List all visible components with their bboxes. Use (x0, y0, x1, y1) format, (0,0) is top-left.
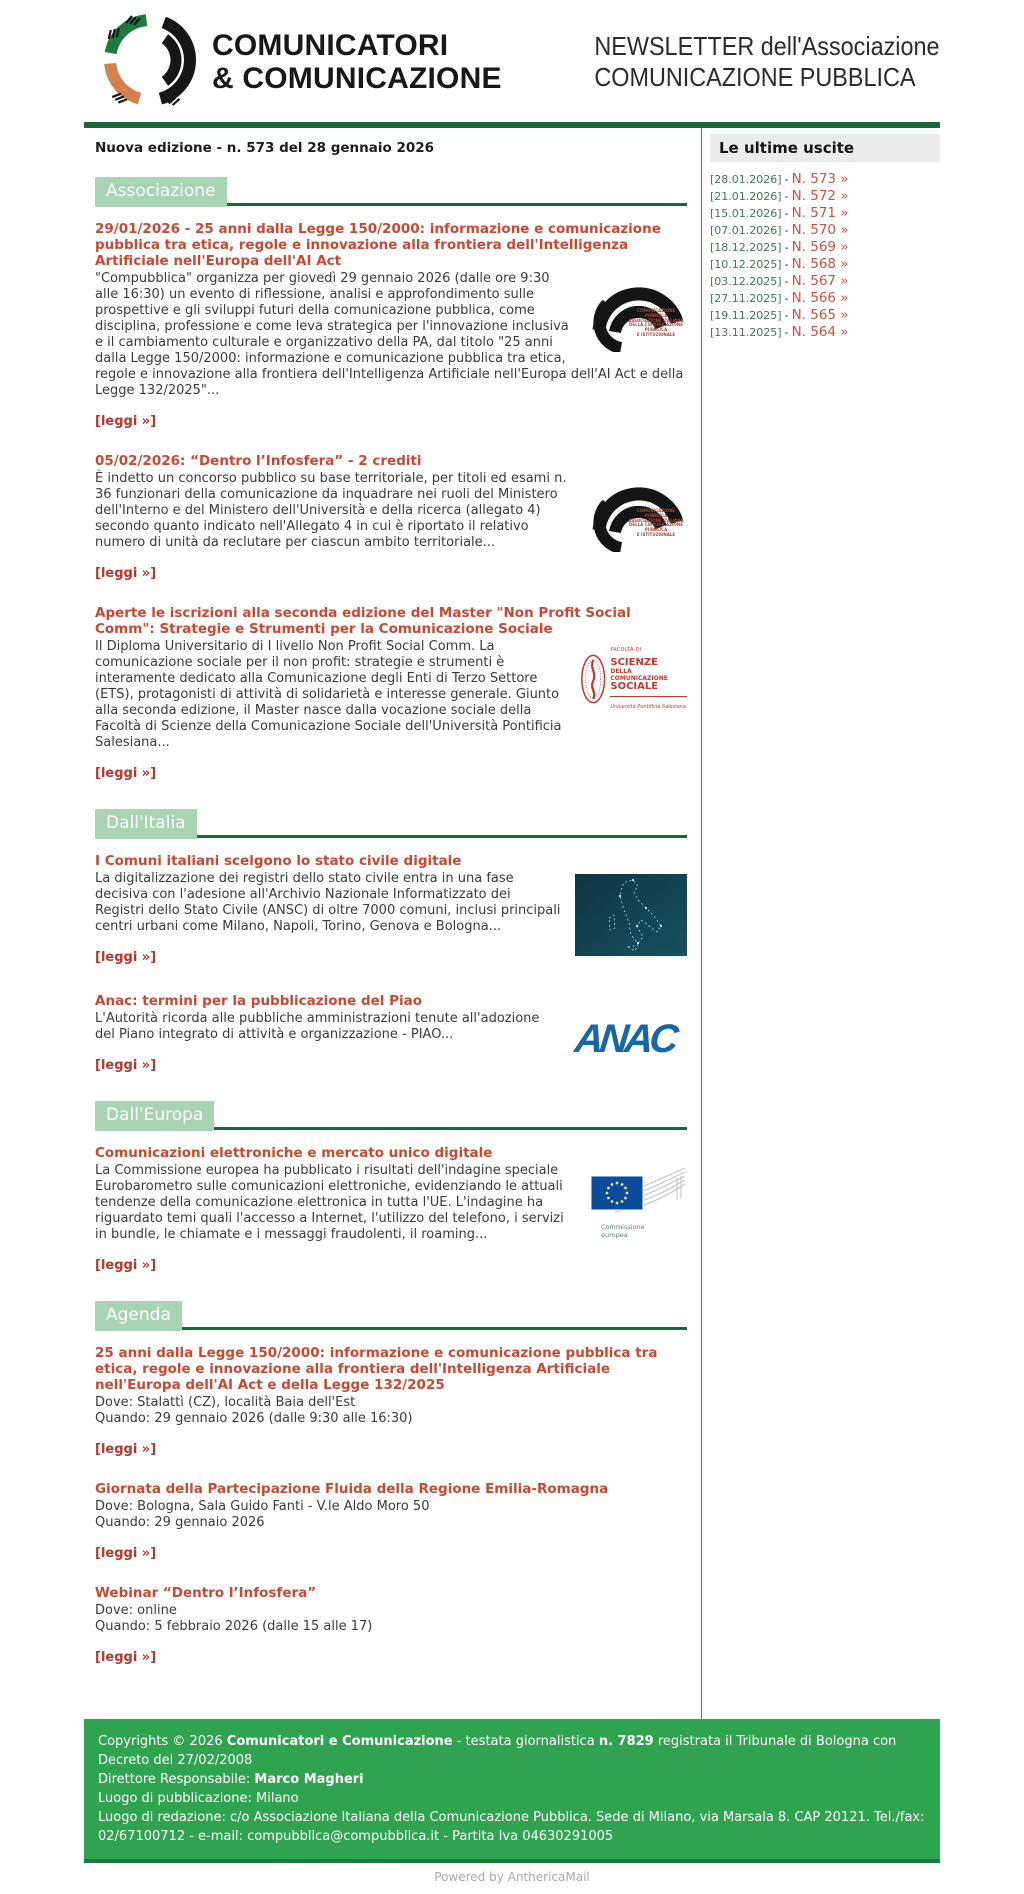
issue-list-item (710, 273, 940, 290)
eu-caption-line: europea (601, 1230, 628, 1239)
section-header (95, 173, 687, 206)
event-location: Dove: Bologna, Sala Guido Fanti - V.le Aldo Moro 50 (95, 1499, 430, 1514)
article (95, 605, 687, 781)
separator: - (784, 224, 789, 237)
leggi-link[interactable]: [leggi »] (95, 1058, 157, 1073)
footer-registration-number: n. 7829 (598, 1734, 654, 1749)
footer-director-line (98, 1770, 926, 1789)
event-datetime: Quando: 5 febbraio 2026 (dalle 15 alle 17) (95, 1619, 373, 1634)
article-body: Il Diploma Universitario di I livello Non Profit Social Comm. La comunicazione sociale per il non profit: strategie e strumenti è interamente dedicato alla Comunicazione degli Enti di Terzo Settore (ETS), protagonisti di attività di solidarietà e interesse generale. Giunto alla seconda edizione, il Master nasce dalla vocazione sociale della Facoltà di Scienze della Comunicazione Sociale dell'Università Pontificia Salesiana... (95, 639, 562, 750)
fsc-line: SOCIALE (610, 681, 659, 692)
separator: - (784, 207, 789, 220)
issue-list-item (710, 256, 940, 273)
issue-date: [03.12.2025] (710, 275, 782, 288)
footer-text: Direttore Responsabile: (98, 1772, 255, 1787)
article (95, 221, 687, 429)
issue-date: [27.11.2025] (710, 292, 782, 305)
issue-list-item (710, 222, 940, 239)
brand-line2: & COMUNICAZIONE (212, 62, 502, 95)
article-title-link[interactable]: 29/01/2026 - 25 anni dalla Legge 150/2000: informazione e comunicazione pubblica tra etica, regole e innovazione alla frontiera dell'Intelligenza Artificiale nell'Europa dell'AI Act (95, 221, 661, 269)
issue-date: [18.12.2025] (710, 241, 782, 254)
cp-caption-line: E ISTITUZIONALE (636, 531, 676, 537)
footer-publication-place-line: Luogo di pubblicazione: Milano (98, 1791, 299, 1806)
section-badge: Agenda (95, 1301, 182, 1331)
footer-director-name: Marco Magheri (254, 1772, 364, 1787)
section-header (95, 1097, 687, 1130)
comunicazione-pubblica-logo-image[interactable] (587, 274, 687, 352)
fsc-line: DELLA COMUNICAZIONE (610, 668, 668, 682)
fsc-line: SCIENZE (610, 657, 658, 668)
footer-text: registrata il Tribunale di Bologna con Decreto del 27/02/2008 (98, 1734, 897, 1768)
issue-link[interactable]: N. 573 » (791, 171, 849, 187)
anac-logo-text: ANAC (572, 1017, 677, 1061)
leggi-link[interactable]: [leggi »] (95, 566, 157, 581)
separator: - (784, 258, 789, 271)
article (95, 993, 687, 1073)
issue-date: [19.11.2025] (710, 309, 782, 322)
separator: - (784, 309, 789, 322)
article (95, 1145, 687, 1273)
newsletter-subtitle-line1: NEWSLETTER dell'Associazione (594, 31, 940, 61)
issue-link[interactable]: N. 564 » (791, 324, 849, 340)
facolta-scienze-comunicazione-logo-image[interactable] (579, 642, 687, 715)
issue-list-item (710, 324, 940, 341)
article-title-link[interactable]: Anac: termini per la pubblicazione del Piao (95, 993, 423, 1009)
event-title-link[interactable]: Webinar “Dentro l’Infosfera” (95, 1585, 317, 1601)
footer-text: Copyrights © 2026 (98, 1734, 227, 1749)
footer-text: - testata giornalistica (452, 1734, 599, 1749)
european-commission-logo-image[interactable] (585, 1166, 687, 1239)
section-badge: Dall'Europa (95, 1101, 214, 1131)
section-badge: Dall'Italia (95, 809, 197, 839)
cp-caption-line: COMUNICAZIONE PUBBLICA (636, 308, 676, 318)
leggi-link[interactable]: [leggi »] (95, 414, 157, 429)
cp-caption-line: COMUNICAZIONE PUBBLICA (636, 508, 676, 518)
article-title-link[interactable]: Aperte le iscrizioni alla seconda edizione del Master "Non Profit Social Comm": Strategie e Strumenti per la Comunicazione Sociale (95, 605, 631, 637)
cp-caption-line: DELLA COMUNICAZIONE PUBBLICA (629, 322, 683, 333)
event-datetime: Quando: 29 gennaio 2026 (dalle 9:30 alle 16:30) (95, 1411, 413, 1426)
edition-line: Nuova edizione - n. 573 del 28 gennaio 2026 (95, 140, 435, 156)
brand-line1: COMUNICATORI (212, 29, 449, 62)
section-badge: Associazione (95, 177, 227, 207)
section-header (95, 1297, 687, 1330)
event-location: Dove: Stalattì (CZ), località Baia dell'Est (95, 1395, 356, 1410)
leggi-link[interactable]: [leggi »] (95, 1546, 157, 1561)
issue-date: [10.12.2025] (710, 258, 782, 271)
eu-caption-line: Commissione (601, 1223, 645, 1231)
eu-logo-caption (585, 1224, 687, 1239)
issue-link[interactable]: N. 570 » (791, 222, 849, 238)
italy-digital-map-image[interactable] (575, 874, 687, 961)
footer (84, 1719, 940, 1863)
article-body: È indetto un concorso pubblico su base territoriale, per titoli ed esami n. 36 funzionari della comunicazione da inquadrare nei ruoli del Ministero dell'Interno e del Ministero dell'Università e della ricerca (allegato 4) secondo quanto indicato nell'Allegato 4 in cui è riportato il relativo numero di unità da reclutare per ciascun ambito territoriale... (95, 471, 567, 550)
leggi-link[interactable]: [leggi »] (95, 1442, 157, 1457)
leggi-link[interactable]: [leggi »] (95, 1650, 157, 1665)
footer-address-line: Luogo di redazione: c/o Associazione Italiana della Comunicazione Pubblica. Sede di Milano, via Marsala 8. CAP 20121. Tel./fax: 02/67100712 - e-mail: compubblica@compubblica.it - Partita Iva 04630291005 (98, 1810, 925, 1844)
separator: - (784, 292, 789, 305)
separator: - (784, 241, 789, 254)
agenda-event (95, 1345, 687, 1457)
issue-link[interactable]: N. 565 » (791, 307, 849, 323)
article (95, 453, 687, 581)
cp-caption-line: ASSOCIAZIONE ITALIANA (628, 517, 684, 523)
issue-link[interactable]: N. 568 » (791, 256, 849, 272)
section-header (95, 805, 687, 838)
anac-logo-image[interactable] (572, 1014, 687, 1061)
issue-date: [21.01.2026] (710, 190, 782, 203)
separator: - (784, 326, 789, 339)
page (84, 0, 940, 1894)
newsletter-subtitle (595, 31, 940, 93)
separator: - (784, 275, 789, 288)
issue-link[interactable]: N. 569 » (791, 239, 849, 255)
article-title-link[interactable]: I Comuni italiani scelgono lo stato civile digitale (95, 853, 462, 869)
footer-publication-name: Comunicatori e Comunicazione (226, 1734, 453, 1749)
comunicazione-pubblica-logo-image[interactable] (587, 474, 687, 552)
agenda-event (95, 1481, 687, 1561)
leggi-link[interactable]: [leggi »] (95, 766, 157, 781)
footer-copyright-line (98, 1732, 926, 1770)
article (95, 853, 687, 969)
event-datetime: Quando: 29 gennaio 2026 (95, 1515, 265, 1530)
section-dallitalia (95, 805, 687, 1073)
issue-date: [07.01.2026] (710, 224, 782, 237)
issue-date: [28.01.2026] (710, 173, 782, 186)
issue-list-item (710, 188, 940, 205)
brand-title (212, 29, 502, 95)
issue-date: [13.11.2025] (710, 326, 782, 339)
article-body: "Compubblica" organizza per giovedì 29 gennaio 2026 (dalle ore 9:30 alle 16:30) un evento di riflessione, analisi e approfondimento sulle prospettive e gli sviluppi futuri della comunicazione pubblica, come disciplina, professione e come leva strategica per l'innovazione inclusiva e il cambiamento culturale e organizzativo della PA, dal titolo "25 anni dalla Legge 150/2000: informazione e comunicazione pubblica tra etica, regole e innovazione alla frontiera dell'Intelligenza Artificiale nell'Europa dell'AI Act e della Legge 132/2025"... (95, 271, 684, 398)
issue-list-item (710, 171, 940, 188)
issue-list-item (710, 239, 940, 256)
comunicatori-ring-logo-icon[interactable] (104, 14, 196, 110)
leggi-link[interactable]: [leggi »] (95, 1258, 157, 1273)
sidebar-title: Le ultime uscite (710, 134, 940, 162)
agenda-event (95, 1585, 687, 1665)
issue-date: [15.01.2026] (710, 207, 782, 220)
article-body: L'Autorità ricorda alle pubbliche amministrazioni tenute all'adozione del Piano integrato di attività e organizzazione - PIAO... (95, 1011, 540, 1042)
cp-caption-line: DELLA COMUNICAZIONE PUBBLICA (629, 522, 683, 533)
article-title-link[interactable]: Comunicazioni elettroniche e mercato unico digitale (95, 1145, 493, 1161)
event-title-link[interactable]: 25 anni dalla Legge 150/2000: informazione e comunicazione pubblica tra etica, regole e innovazione alla frontiera dell'Intelligenza Artificiale nell'Europa dell'AI Act e della Legge 132/2025 (95, 1345, 658, 1393)
cp-caption-line: ASSOCIAZIONE ITALIANA (628, 317, 684, 323)
fsc-logo-text (610, 642, 687, 715)
cp-logo-caption (627, 509, 685, 538)
section-agenda (95, 1297, 687, 1665)
article-title-link[interactable]: 05/02/2026: “Dentro l’Infosfera” - 2 crediti (95, 453, 422, 469)
leggi-link[interactable]: [leggi »] (95, 950, 157, 965)
issue-list-item (710, 205, 940, 222)
event-location: Dove: online (95, 1603, 177, 1618)
issue-link[interactable]: N. 572 » (791, 188, 849, 204)
cp-caption-line: E ISTITUZIONALE (636, 331, 676, 337)
event-title-link[interactable]: Giornata della Partecipazione Fluida della Regione Emilia-Romagna (95, 1481, 609, 1497)
issue-list-item (710, 307, 940, 324)
main-column (84, 128, 701, 1719)
article-body: La digitalizzazione dei registri dello stato civile entra in una fase decisiva con l'adesione all'Archivio Nazionale Informatizzato dei Registri dello Stato Civile (ANSC) di oltre 7000 comuni, inclusi principali centri urbani come Milano, Napoli, Torino, Genova e Bologna... (95, 871, 561, 934)
powered-by-link[interactable]: Powered by AnthericaMail (434, 1870, 590, 1884)
newsletter-subtitle-line2: COMUNICAZIONE PUBBLICA (594, 62, 916, 92)
article-body: La Commissione europea ha pubblicato i risultati dell'indagine speciale Eurobarometro sulle comunicazioni elettroniche, evidenziando le attuali tendenze della comunicazione elettronica in tutta l'UE. L'indagine ha riguardato temi quali l'accesso a Internet, l'utilizzo del telefono, i servizi in bundle, le chiamate e i messaggi fraudolenti, il roaming... (95, 1163, 564, 1242)
issue-link[interactable]: N. 567 » (791, 273, 849, 289)
sidebar-latest-issues (701, 128, 940, 1719)
fsc-line: Università Pontificia Salesiana (610, 696, 687, 715)
separator: - (784, 173, 789, 186)
issue-list-item (710, 290, 940, 307)
issue-link[interactable]: N. 571 » (791, 205, 849, 221)
issue-link[interactable]: N. 566 » (791, 290, 849, 306)
section-dalleuropa (95, 1097, 687, 1273)
section-associazione (95, 173, 687, 781)
fsc-line: FACOLTÀ DI (610, 647, 642, 653)
cp-logo-caption (627, 309, 685, 338)
separator: - (784, 190, 789, 203)
newsletter-header (84, 0, 940, 118)
